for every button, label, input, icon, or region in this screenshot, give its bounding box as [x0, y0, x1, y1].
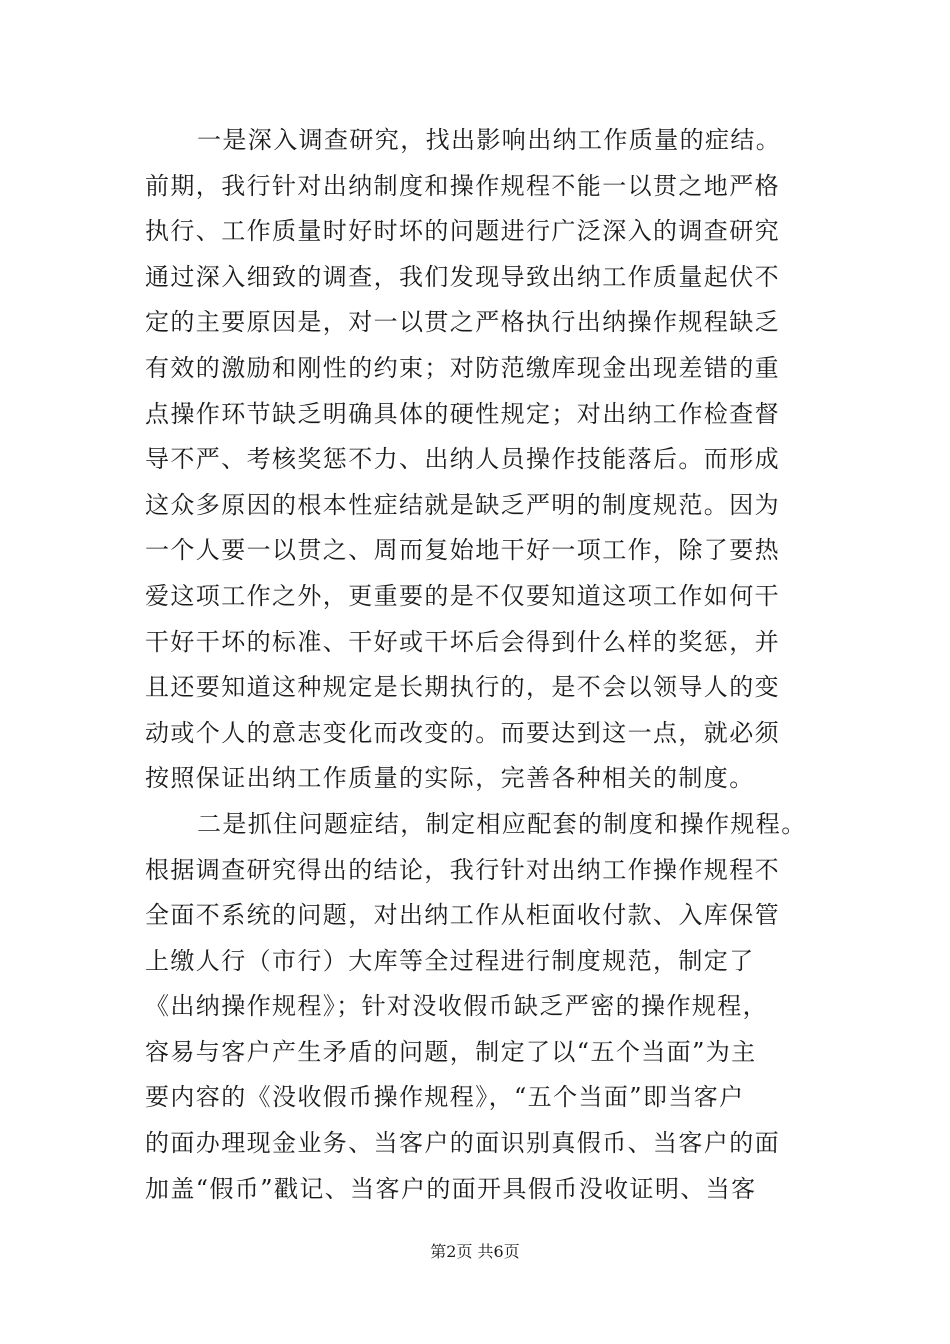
paragraph-1-line: 动或个人的意志变化而改变的。而要达到这一点，就必须	[145, 718, 780, 747]
paragraph-2-line: 《出纳操作规程》；针对没收假币缺乏严密的操作规程，	[145, 992, 768, 1021]
paragraph-2-line: 根据调查研究得出的结论，我行针对出纳工作操作规程不	[145, 855, 780, 884]
paragraph-2-line: 要内容的《没收假币操作规程》，“五个当面”即当客户	[145, 1083, 745, 1112]
paragraph-2-line: 容易与客户产生矛盾的问题，制定了以“五个当面”为主	[145, 1037, 757, 1066]
paragraph-1-line: 这众多原因的根本性症结就是缺乏严明的制度规范。因为	[145, 490, 780, 519]
paragraph-1-line: 通过深入细致的调查，我们发现导致出纳工作质量起伏不	[145, 262, 780, 291]
paragraph-1-line: 爱这项工作之外，更重要的是不仅要知道这项工作如何干	[145, 581, 780, 610]
paragraph-1-line: 有效的激励和刚性的约束；对防范缴库现金出现差错的重	[145, 353, 780, 382]
paragraph-1-line: 按照保证出纳工作质量的实际，完善各种相关的制度。	[145, 764, 755, 793]
paragraph-2-line: 全面不系统的问题，对出纳工作从柜面收付款、入库保管	[145, 901, 780, 930]
paragraph-2-line: 上缴人行（市行）大库等全过程进行制度规范，制定了	[145, 946, 755, 975]
paragraph-1-line: 点操作环节缺乏明确具体的硬性规定；对出纳工作检查督	[145, 399, 780, 428]
paragraph-2-line: 的面办理现金业务、当客户的面识别真假币、当客户的面	[145, 1129, 780, 1158]
paragraph-1-line: 执行、工作质量时好时坏的问题进行广泛深入的调查研究	[145, 217, 780, 246]
paragraph-2-line: 加盖“假币”戳记、当客户的面开具假币没收证明、当客	[145, 1174, 757, 1203]
paragraph-1-line: 一个人要一以贯之、周而复始地干好一项工作，除了要热	[145, 536, 780, 565]
paragraph-1-line: 导不严、考核奖惩不力、出纳人员操作技能落后。而形成	[145, 445, 780, 474]
paragraph-1-line: 一是深入调查研究，找出影响出纳工作质量的症结。	[197, 126, 782, 154]
paragraph-1-line: 前期，我行针对出纳制度和操作规程不能一以贯之地严格	[145, 171, 780, 200]
paragraph-1-line: 定的主要原因是，对一以贯之严格执行出纳操作规程缺乏	[145, 308, 780, 337]
paragraph-1-line: 且还要知道这种规定是长期执行的，是不会以领导人的变	[145, 673, 780, 702]
paragraph-1-line: 干好干坏的标准、干好或干坏后会得到什么样的奖惩，并	[145, 627, 780, 656]
document-body	[145, 118, 825, 1212]
paragraph-2-line: 二是抓住问题症结，制定相应配套的制度和操作规程。	[197, 809, 807, 838]
page-number-footer: 第2页 共6页	[430, 1242, 520, 1261]
